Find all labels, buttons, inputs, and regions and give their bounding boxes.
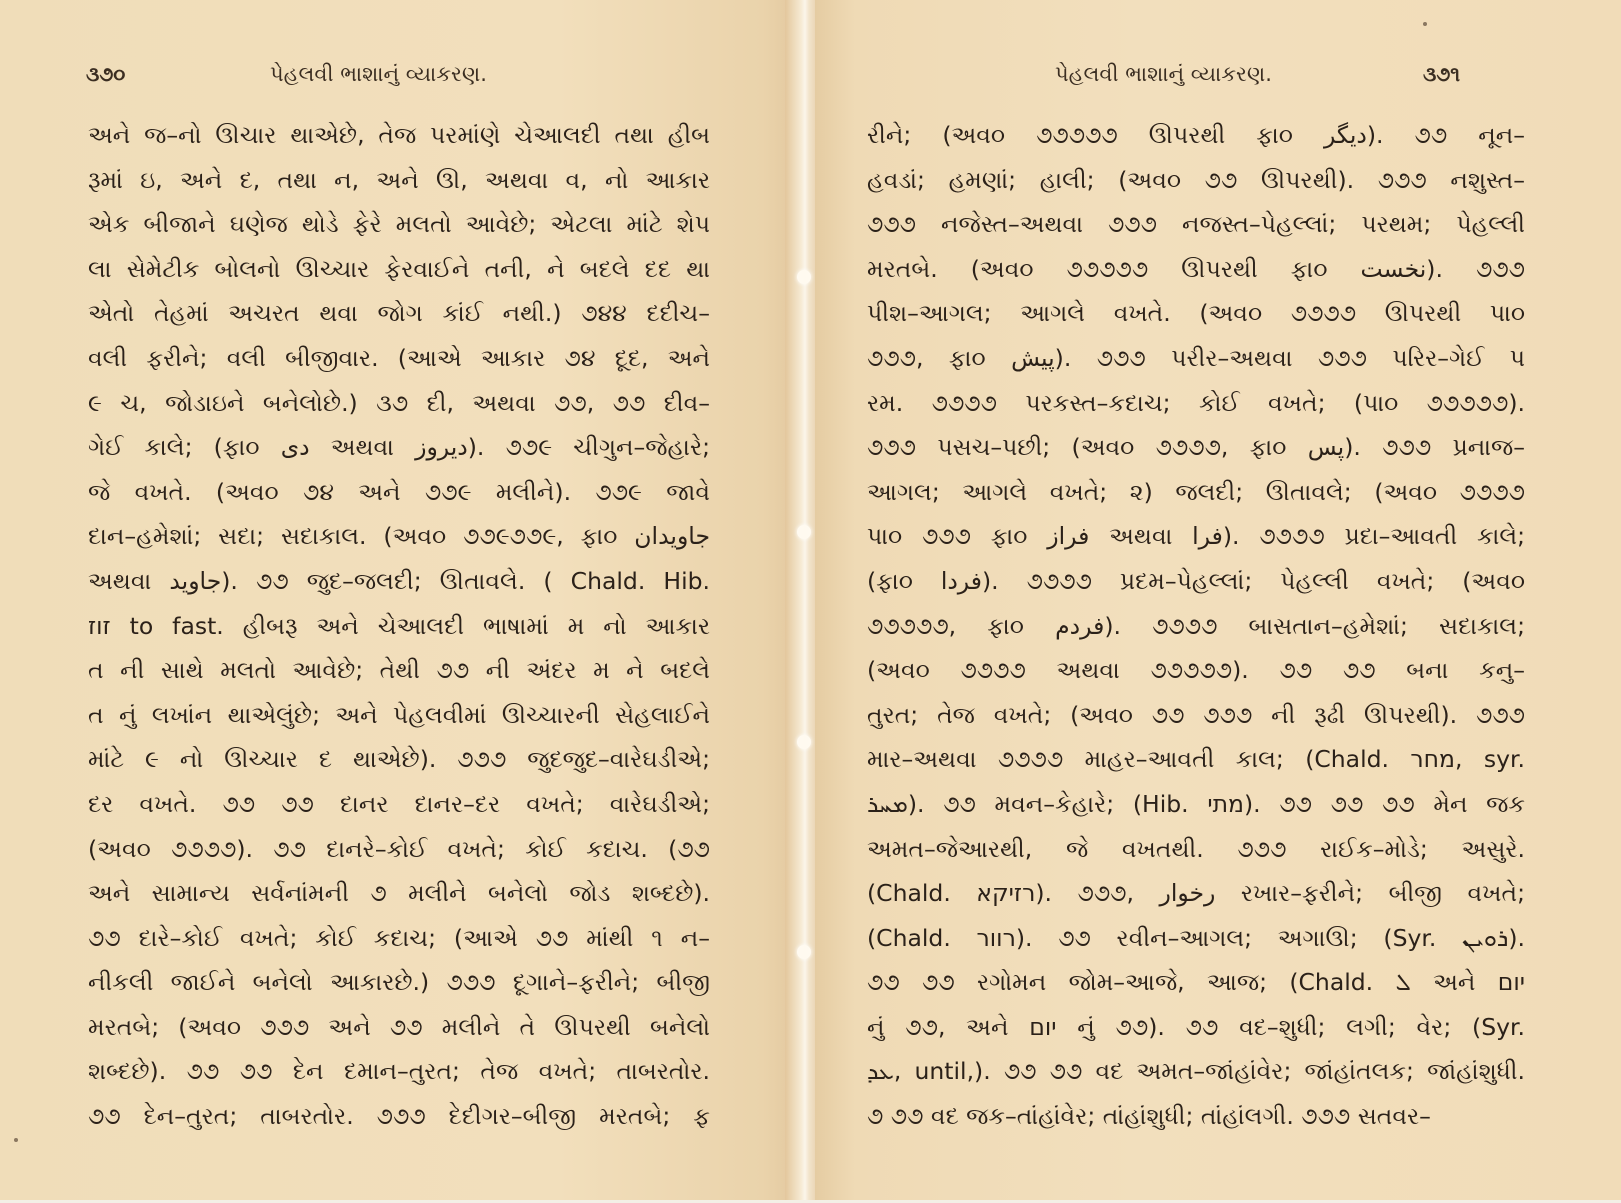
text-line: ૭૭ ૭૭ રગોમન જોમ–આજે, આજ; (Chald. ܠ અને יום (867, 968, 1525, 997)
text-line: અને જ–નો ઊચાર થાએછે, તેજ પરમાંણે ચેઆલદી તથા હીબ (88, 121, 710, 149)
text-line: (ફા૦ فردا). ૭૭૭૭ પ્રદમ–પેહલ્લાં; પેહલ્લી વખતે; (અવ૦ (867, 566, 1525, 595)
text-line: (Chald. רזיקא). ૭૭૭, رخوار રખાર–ફરીને; બીજી વખતે; (867, 879, 1525, 908)
text-line: માંટે ૯ નો ઊચ્ચાર દ થાએછે). ૭૭૭ જુદજુદ–વારેઘડીએ; (88, 745, 710, 774)
text-line: (Chald. רוור). ૭૭ રવીન–આગલ; અગાઊ; (Syr. ܪܘܝܢ). (867, 923, 1525, 952)
text-line: ૭૭ દેન–તુરત; તાબરતોર. ૭૭૭ દેદીગર–બીજી મરતબે; ફ (88, 1102, 710, 1131)
text-line: ૭૭૭ નજેસ્ત–અથવા ૭૭૭ નજસ્ત–પેહલ્લાં; પરથમ; પેહલ્લી (867, 210, 1525, 239)
text-line: વલી ફરીને; વલી બીજીવાર. (આએ આકાર ૭૪ દૂદ, અને (88, 343, 710, 372)
left-running-title: પેહલવી ભાશાનું વ્યાકરણ. (270, 62, 487, 86)
text-line: રમ. ૭૭૭૭ પરકસ્ત–કદાચ; કોઈ વખતે; (પા૦ ૭૭૭૭૭). (867, 388, 1525, 417)
text-line: (અવ૦ ૭૭૭૭ અથવા ૭૭૭૭૭). ૭૭ ૭૭ બના કનુ– (867, 656, 1525, 685)
text-line: રીને; (અવ૦ ૭૭૭૭૭ ઊપરથી ફા૦ دیگر). ૭૭ નૂન– (867, 121, 1525, 149)
text-line: મરતબે; (અવ૦ ૭૭૭ અને ૭૭ મલીને તે ઊપરથી બનેલો (88, 1012, 710, 1041)
text-line: પીશ–આગલ; આગલે વખતે. (અવ૦ ૭૭૭૭ ઊપરથી પા૦ (867, 299, 1525, 328)
text-line: લા સેમેટીક બોલનો ઊચ્ચાર ફેરવાઈને તની, ને બદલે દદ થા (88, 254, 710, 283)
text-line: નીકલી જાઈને બનેલો આકારછે.) ૭૭૭ દૂગાને–ફરીને; બીજી (88, 968, 710, 997)
text-line: હવડાં; હમણાં; હાલી; (અવ૦ ૭૭ ઊપરથી). ૭૭૭ નશુસ્ત– (867, 165, 1525, 194)
text-line: ܥܕ, until,). ૭૭ ૭૭ વદ અમત–જાંહાંવેર; જાંહાંતલક; જાંહાંશુધી. (867, 1057, 1525, 1086)
text-line: ૭૭૭ પસચ–પછી; (અવ૦ ૭૭૭૭, ફા૦ پس). ૭૭૭ પ્રનાજ– (867, 433, 1525, 462)
binding-stitch (797, 945, 811, 959)
right-page-body (867, 113, 1525, 1139)
binding-stitch (797, 735, 811, 749)
text-line: અથવા جاوید). ૭૭ જુદ–જલદી; ઊતાવલે. ( Chald. Hib. (88, 566, 710, 595)
text-line: ૭૭૭, ફા૦ پیش). ૭૭૭ પરીર–અથવા ૭૭૭ પરિર–ગેઈ પ (867, 343, 1525, 372)
text-line: એતો તેહમાં અચરત થવા જોગ કાંઈ નથી.) ૭૪૪ દદીચ– (88, 299, 710, 328)
text-line: એક બીજાને ઘણેજ થોડે ફેરે મલતો આવેછે; એટલા માંટે શેપ (88, 210, 710, 239)
text-line: શબ્દછે). ૭૭ ૭૭ દેન દમાન–તુરત; તેજ વખતે; તાબરતોર. (88, 1057, 710, 1086)
text-line: નું ૭૭, અને יום નું ૭૭). ૭૭ વદ–શુધી; લગી; વેર; (Syr. (867, 1012, 1525, 1041)
text-line: (અવ૦ ૭૭૭૭). ૭૭ દાનરે–કોઈ વખતે; કોઈ કદાચ. (૭૭ (88, 834, 710, 863)
left-page (0, 0, 795, 1200)
text-line: ગેઈ કાલે; (ફા૦ دی અથવા دیروز). ૭૭૯ ચીગુન–જેહારે; (88, 433, 710, 462)
text-line: રૂમાં ઇ, અને દ, તથા ન, અને ઊ, અથવા વ, નો આકાર (88, 165, 710, 194)
text-line: અમત–જેઆરથી, જે વખતથી. ૭૭૭ રાઈક–મોડે; અસુરે. (867, 834, 1525, 863)
text-line: ત ની સાથે મલતો આવેછે; તેથી ૭૭ ની અંદર મ ને બદલે (88, 656, 710, 685)
text-line: અને સામાન્ય સર્વનાંમની ૭ મલીને બનેલો જોડ શબ્દછે). (88, 879, 710, 908)
binding-stitch (797, 525, 811, 539)
text-line: זוז to fast. હીબરૂ અને ચેઆલદી ભાષામાં મ નો આકાર (88, 611, 710, 640)
left-page-number: ૩૭૦ (86, 62, 126, 86)
text-line: તુરત; તેજ વખતે; (અવ૦ ૭૭ ૭૭૭ ની રૂઢી ઊપરથી). ૭૭૭ (867, 700, 1525, 729)
right-page (815, 0, 1621, 1200)
text-line: દાન–હમેશાં; સદા; સદાકાલ. (અવ૦ ૭૭૯૭૭૯, ફા૦ جاویدان (88, 522, 710, 551)
binding-stitch (797, 270, 811, 284)
text-line: ܡܚܪ). ૭૭ મવન–કેહારે; (Hib. מתי). ૭૭ ૭૭ ૭૭ મેન જક (867, 789, 1525, 818)
text-line: ૭૭૭૭૭, ફા૦ فردم). ૭૭૭૭ બાસતાન–હમેશાં; સદાકાલ; (867, 611, 1525, 640)
right-running-title: પેહલવી ભાશાનું વ્યાકરણ. (1055, 62, 1272, 86)
text-line: આગલ; આગલે વખતે; ૨) જલદી; ઊતાવલે; (અવ૦ ૭૭૭૭ (867, 477, 1525, 506)
text-line: ૭૭ દારે–કોઈ વખતે; કોઈ કદાચ; (આએ ૭૭ માંથી ૧ ન– (88, 923, 710, 952)
text-line: ત નું લખાંન થાએલુંછે; અને પેહલવીમાં ઊચ્ચારની સેહલાઈને (88, 700, 710, 729)
left-page-header (0, 58, 795, 98)
text-line: ૭ ૭૭ વદ જક–તાંહાંવેર; તાંહાંશુધી; તાંહાંલગી. ૭૭૭ સતવર– (867, 1102, 1431, 1131)
paper-speck (14, 1138, 18, 1142)
text-line: માર–અથવા ૭૭૭૭ માહર–આવતી કાલ; (Chald. מחר, syr. (867, 745, 1525, 774)
right-page-header (815, 58, 1621, 98)
right-page-number: ૩૭૧ (1423, 62, 1461, 86)
text-line: પા૦ ૭૭૭ ફા૦ فراز અથવા فرا). ૭૭૭૭ પ્રદા–આવતી કાલે; (867, 522, 1525, 551)
text-line: દર વખતે. ૭૭ ૭૭ દાનર દાનર–દર વખતે; વારેઘડીએ; (88, 789, 710, 818)
text-line: મરતબે. (અવ૦ ૭૭૭૭૭ ઊપરથી ફા૦ نخست). ૭૭૭ (867, 254, 1525, 283)
left-page-body (88, 113, 710, 1139)
text-line: ૯ ચ, જોડાઇને બનેલોછે.) ૩૭ દી, અથવા ૭૭, ૭૭ દીવ– (88, 388, 710, 417)
text-line: જે વખતે. (અવ૦ ૭૪ અને ૭૭૯ મલીને). ૭૭૯ જાવે (88, 477, 710, 506)
paper-speck (1423, 22, 1427, 26)
